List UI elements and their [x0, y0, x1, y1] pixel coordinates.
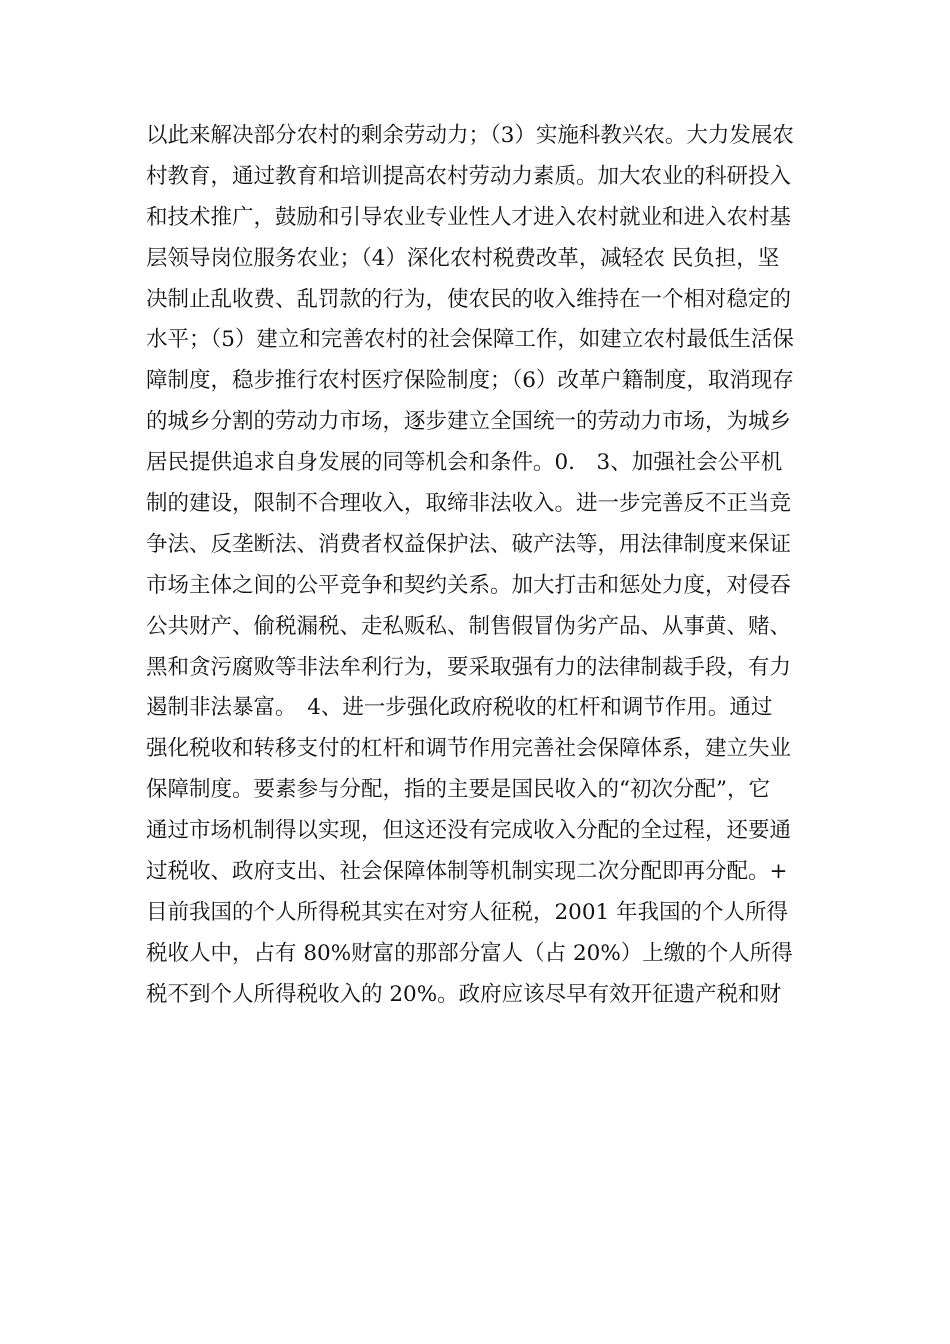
text-line: 居民提供追求自身发展的同等机会和条件。0. 3、加强社会公平机: [146, 450, 783, 476]
text-line: 以此来解决部分农村的剩余劳动力；（3）实施科教兴农。大力发展农: [146, 123, 794, 148]
text-line: 强化税收和转移支付的杠杆和调节作用完善社会保障体系，建立失业: [146, 736, 792, 762]
text-line: 通过市场机制得以实现，但这还没有完成收入分配的全过程，还要通: [146, 818, 792, 844]
text-line: 公共财产、偷税漏税、走私贩私、制售假冒伪劣产品、从事黄、赌、: [146, 613, 792, 639]
text-line: 过税收、政府支出、社会保障体制等机制实现二次分配即再分配。+: [146, 859, 788, 885]
text-line: 的城乡分割的劳动力市场，逐步建立全国统一的劳动力市场，为城乡: [146, 409, 792, 435]
text-line: 保障制度。要素参与分配，指的主要是国民收入的“初次分配”，它: [146, 777, 770, 803]
text-line: 层领导岗位服务农业；（4）深化农村税费改革，减轻农 民负担，坚: [146, 245, 780, 271]
text-line: 水平；（5）建立和完善农村的社会保障工作，如建立农村最低生活保: [146, 327, 794, 353]
text-line: 市场主体之间的公平竞争和契约关系。加大打击和惩处力度，对侵吞: [146, 572, 792, 598]
text-line: 税不到个人所得税收入的 20%。政府应该尽早有效开征遗产税和财: [146, 981, 782, 1007]
text-line: 遏制非法暴富。 4、进一步强化政府税收的杠杆和调节作用。通过: [146, 695, 773, 721]
text-line: 和技术推广，鼓励和引导农业专业性人才进入农村就业和进入农村基: [146, 204, 792, 230]
text-line: 村教育，通过教育和培训提高农村劳动力素质。加大农业的科研投入: [146, 163, 792, 189]
text-line: 争法、反垄断法、消费者权益保护法、破产法等，用法律制度来保证: [146, 531, 792, 557]
text-line: 制的建设，限制不合理收入，取缔非法收入。进一步完善反不正当竞: [146, 491, 792, 517]
body-text: [146, 116, 816, 1016]
text-line: 黑和贪污腐败等非法牟利行为，要采取强有力的法律制裁手段，有力: [146, 654, 792, 680]
text-line: 目前我国的个人所得税其实在对穷人征税，2001 年我国的个人所得: [146, 899, 789, 925]
text-line: 决制止乱收费、乱罚款的行为，使农民的收入维持在一个相对稳定的: [146, 286, 792, 312]
text-line: 税收人中，占有 80%财富的那部分富人（占 20%）上缴的个人所得: [146, 940, 793, 966]
text-line: 障制度，稳步推行农村医疗保险制度；（6）改革户籍制度，取消现存: [146, 368, 794, 394]
